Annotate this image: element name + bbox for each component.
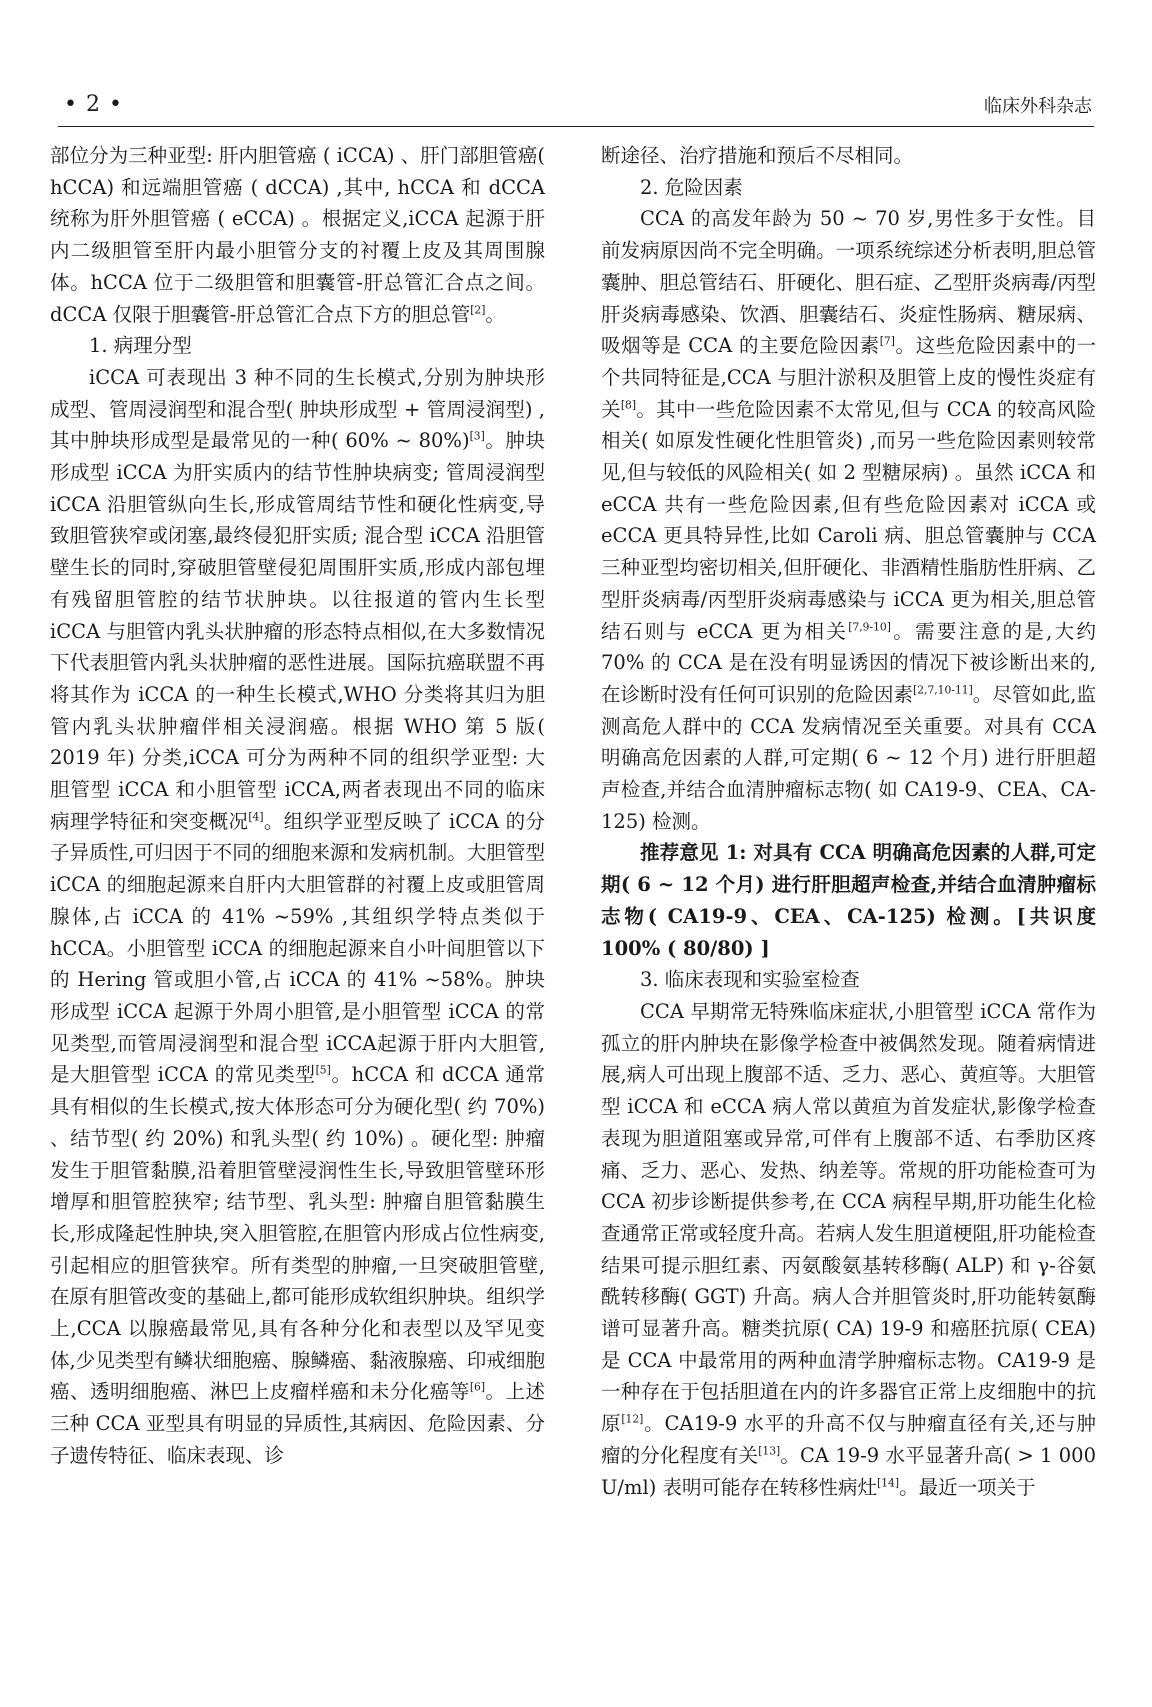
citation: [12] [621, 1412, 644, 1426]
right-column [601, 140, 1096, 1503]
left-column [50, 140, 545, 1472]
journal-title: 临床外科杂志 [984, 96, 1092, 117]
header-rule [58, 126, 1094, 127]
citation: [8] [620, 398, 637, 412]
paragraph: 断途径、治疗措施和预后不尽相同。 [601, 144, 914, 167]
citation: [6] [469, 1380, 485, 1394]
section-heading: 2. 危险因素 [640, 175, 743, 199]
citation: [2,7,10-11] [913, 683, 973, 697]
citation: [14] [877, 1476, 900, 1490]
paragraph: 部位分为三种亚型: 肝内胆管癌 ( iCCA) 、肝门部胆管癌( hCCA) 和远端胆管癌 ( dCCA) ,其中, hCCA 和 dCCA 统称为肝外胆管癌 ( eCCA) 。根据定义,iCCA 起源于肝内二级胆管至肝内最小胆管分支的衬覆上皮及其周围腺体。hCCA 位于二级胆管和胆囊管-肝总管汇合点之间。dCCA 仅限于胆囊管-肝总管汇合点下方的胆总管[2]。 [50, 144, 545, 326]
citation: [5] [315, 1063, 331, 1077]
paragraph: iCCA 可表现出 3 种不同的生长模式,分别为肿块形成型、管周浸润型和混合型( 肿块形成型 + 管周浸润型) ,其中肿块形成型是最常见的一种( 60% ~ 80%)[3]。肿块形成型 iCCA 为肝实质内的结节性肿块病变; 管周浸润型 iCCA 沿胆管纵向生长,形成管周结节性和硬化性病变,导致胆管狭窄或闭塞,最终侵犯肝实质; 混合型 iCCA 沿胆管壁生长的同时,穿破胆管壁侵犯周围肝实质,形成内部包埋有残留胆管腔的结节状肿块。以往报道的管内生长型 iCCA 与胆管内乳头状肿瘤的形态特点相似,在大多数情况下代表胆管内乳头状肿瘤的恶性进展。国际抗癌联盟不再将其作为 iCCA 的一种生长模式,WHO 分类将其归为胆管内乳头状肿瘤伴相关浸润癌。根据 WHO 第 5 版( 2019 年) 分类,iCCA 可分为两种不同的组织学亚型: 大胆管型 iCCA 和小胆管型 iCCA,两者表现出不同的临床病理学特征和突变概况[4]。组织学亚型反映了 iCCA 的分子异质性,可归因于不同的细胞来源和发病机制。大胆管型 iCCA 的细胞起源来自肝内大胆管群的衬覆上皮或胆管周腺体,占 iCCA 的 41% ~59% ,其组织学特点类似于hCCA。小胆管型 iCCA 的细胞起源来自小叶间胆管以下的 Hering 管或胆小管,占 iCCA 的 41% ~58%。肿块形成型 iCCA 起源于外周小胆管,是小胆管型 iCCA 的常见类型,而管周浸润型和混合型 iCCA起源于肝内大胆管,是大胆管型 iCCA 的常见类型[5]。hCCA 和 dCCA 通常具有相似的生长模式,按大体形态可分为硬化型( 约 70%) 、结节型( 约 20%) 和乳头型( 约 10%) 。硬化型: 肿瘤发生于胆管黏膜,沿着胆管壁浸润性生长,导致胆管壁环形增厚和胆管腔狭窄; 结节型、乳头型: 肿瘤自胆管黏膜生长,形成隆起性肿块,突入胆管腔,在胆管内形成占位性病变,引起相应的胆管狭窄。所有类型的肿瘤,一旦突破胆管壁,在原有胆管改变的基础上,都可能形成软组织肿块。组织学上,CCA 以腺癌最常见,具有各种分化和表型以及罕见变体,少见类型有鳞状细胞癌、腺鳞癌、黏液腺癌、印戒细胞癌、透明细胞癌、淋巴上皮瘤样癌和未分化癌等[6]。上述三种 CCA 亚型具有明显的异质性,其病因、危险因素、分子遗传特征、临床表现、诊 [50, 365, 545, 1467]
paragraph: CCA 的高发年龄为 50 ~ 70 岁,男性多于女性。目前发病原因尚不完全明确。一项系统综述分析表明,胆总管囊肿、胆总管结石、肝硬化、胆石症、乙型肝炎病毒/丙型肝炎病毒感染、饮酒、胆囊结石、炎症性肠病、糖尿病、吸烟等是 CCA 的主要危险因素[7]。这些危险因素中的一个共同特征是,CCA 与胆汁淤积及胆管上皮的慢性炎症有关[8]。其中一些危险因素不太常见,但与 CCA 的较高风险相关( 如原发性硬化性胆管炎) ,而另一些危险因素则较常见,但与较低的风险相关( 如 2 型糖尿病) 。虽然 iCCA 和 eCCA 共有一些危险因素,但有些危险因素对 iCCA 或 eCCA 更具特异性,比如 Caroli 病、胆总管囊肿与 CCA 三种亚型均密切相关,但肝硬化、非酒精性脂肪性肝病、乙型肝炎病毒/丙型肝炎病毒感染与 iCCA 更为相关,胆总管结石则与 eCCA 更为相关[7,9-10]。需要注意的是,大约 70% 的 CCA 是在没有明显诱因的情况下被诊断出来的,在诊断时没有任何可识别的危险因素[2,7,10-11]。尽管如此,监测高危人群中的 CCA 发病情况至关重要。对具有 CCA 明确高危因素的人群,可定期( 6 ~ 12 个月) 进行肝胆超声检查,并结合血清肿瘤标志物( 如 CA19-9、CEA、CA-125) 检测。 [601, 207, 1096, 833]
section-heading: 3. 临床表现和实验室检查 [640, 968, 860, 992]
citation: [7,9-10] [848, 620, 891, 634]
page-number: • 2 • [64, 92, 123, 117]
recommendation: 推荐意见 1: 对具有 CCA 明确高危因素的人群,可定期( 6 ~ 12 个月) 进行肝胆超声检查,并结合血清肿瘤标志物( CA19-9、CEA、CA-125) 检测。[共识度 100% ( 80/80) ] [601, 841, 1096, 960]
citation: [3] [469, 429, 485, 443]
citation: [7] [879, 334, 895, 348]
citation: [13] [758, 1444, 781, 1458]
citation: [2] [470, 303, 486, 317]
citation: [4] [248, 810, 264, 824]
section-heading: 1. 病理分型 [89, 334, 192, 358]
paragraph: CCA 早期常无特殊临床症状,小胆管型 iCCA 常作为孤立的肝内肿块在影像学检查中被偶然发现。随着病情进展,病人可出现上腹部不适、乏力、恶心、黄疸等。大胆管型 iCCA 和 eCCA 病人常以黄疸为首发症状,影像学检查表现为胆道阻塞或异常,可伴有上腹部不适、右季肋区疼痛、乏力、恶心、发热、纳差等。常规的肝功能检查可为 CCA 初步诊断提供参考,在 CCA 病程早期,肝功能生化检查通常正常或轻度升高。若病人发生胆道梗阻,肝功能检查结果可提示胆红素、丙氨酸氨基转移酶( ALP) 和 γ-谷氨酰转移酶( GGT) 升高。病人合并胆管炎时,肝功能转氨酶谱可显著升高。糖类抗原( CA) 19-9 和癌胚抗原( CEA) 是 CCA 中最常用的两种血清学肿瘤标志物。CA19-9 是一种存在于包括胆道在内的许多器官正常上皮细胞中的抗原[12]。CA19-9 水平的升高不仅与肿瘤直径有关,还与肿瘤的分化程度有关[13]。CA 19-9 水平显著升高( > 1 000 U/ml) 表明可能存在转移性病灶[14]。最近一项关于 [601, 999, 1096, 1499]
